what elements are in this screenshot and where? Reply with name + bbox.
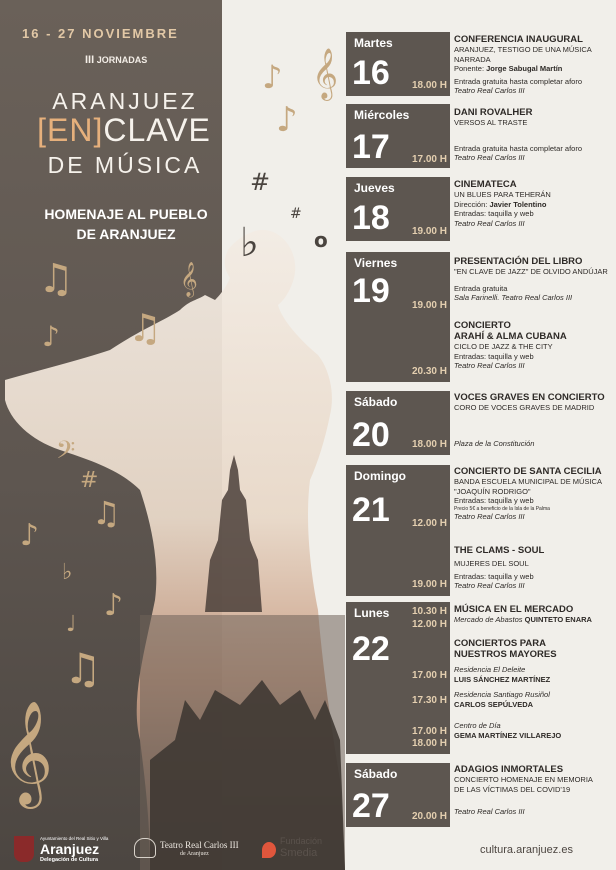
event-martes: CONFERENCIA INAUGURAL ARANJUEZ, TESTIGO DE UNA MÚSICA NARRADA Ponente: Jorge Sabugal Martín Entrada gratuita hasta completar aforo Teatro Real Carlos III: [454, 34, 592, 95]
beamed-notes-icon: ♫: [38, 256, 74, 302]
beamed-notes-icon: ♫: [64, 644, 102, 693]
day-number: 16: [352, 54, 390, 92]
event-hour: 19.00 H: [411, 579, 447, 590]
day-number: 18: [352, 199, 390, 237]
day-name: Lunes: [354, 606, 390, 620]
event-hour: 20.30 H: [411, 366, 447, 377]
event-hour: 18.00 H: [411, 439, 447, 450]
day-block-miercoles: [346, 104, 450, 168]
event-hour: 20.00 H: [411, 811, 447, 822]
sharp-icon: #: [290, 206, 302, 222]
event-domingo-clams: THE CLAMS - SOUL MUJERES DEL SOUL Entradas: taquilla y web Teatro Real Carlos III: [454, 545, 545, 590]
crown-icon: [134, 838, 156, 858]
flame-icon: [262, 842, 276, 858]
day-number: 22: [352, 630, 390, 668]
event-hour: 10.30 H: [411, 606, 447, 617]
event-lunes-mercado: MÚSICA EN EL MERCADO Mercado de Abastos QUINTETO ENARA: [454, 604, 592, 624]
event-sabado-20: VOCES GRAVES EN CONCIERTO CORO DE VOCES GRAVES DE MADRID Plaza de la Constitución: [454, 392, 605, 448]
event-viernes-libro: PRESENTACIÓN DEL LIBRO "EN CLAVE DE JAZZ" DE OLVIDO ANDÚJAR Entrada gratuita Sala Farinelli. Teatro Real Carlos III: [454, 256, 608, 302]
day-block-martes: [346, 32, 450, 96]
day-number: 20: [352, 416, 390, 454]
beamed-notes-icon: ♫: [128, 306, 163, 350]
event-hour: 17.00 H: [411, 726, 447, 737]
poster: ♪ 𝄞 ♪ # # ♭ o ♫ 𝄞 ♫ ♪ 𝄢 # ♫ ♪ ♭ ♪ ♩ ♫ 𝄞 16 - 27 NOVIEMBRE III JORNADAS ARANJUEZ [EN]CLAVE DE MÚSICA HOMENAJE AL PUEBLO DE ARANJUEZ Martes 16 18.00 H CONFERENCIA INAUGURAL ARANJUEZ, TESTIGO DE UNA MÚSICA NARRADA Ponente: Jorge Sabugal Martín Entrada gratuita hasta completar aforo Teatro Real Carlos III Miércoles 17 17.00 H DANI ROVALHER VERSOS AL TRASTE Entrada gratuita hasta completar aforo Teatro Real Carlos III Jueves 18 19.00 H CINEMATECA UN BLUES PARA TEHERÁN Dirección: Javier Tolentino Entradas: taquilla y web Teatro Real Carlos III Viernes 19 19.00 H 20.30 H PRESENTACIÓN DEL LIBRO "EN CLAVE DE JAZZ" DE OLVIDO ANDÚJAR Entrada gratuita Sala Farinelli. Teatro Real Carlos III CONCIERTO ARAHÍ & ALMA CUBANA CICLO DE JAZZ & THE CITY Entradas: taquilla y web Teatro Real Carlos III Sábado 20 18.00 H VOCES GRAVES EN CONCIERTO CORO DE VOCES GRAVES DE MADRID Plaza de la Constitución Domingo 21 12.00 H 19.00 H CONCIERTO DE SANTA CECILIA BANDA ESCUELA MUNICIPAL DE MÚSICA "JOAQUÍN RODRIGO" Entradas: taquilla y web Precio 5€ a beneficio de la Isla de la Palma Teatro Real Carlos III THE CLAMS - SOUL MUJERES DEL SOUL Entradas: taquilla y web Teatro Real Carlos III Lunes 22 10.30 H 12.00 H 17.00 H 17.30 H 17.00 H 18.00 H MÚSICA EN EL MERCADO Mercado de Abastos QUINTETO ENARA CONCIERTOS PARA NUESTROS MAYORES Residencia El Deleite LUIS SÁNCHEZ MARTÍNEZ Residencia Santiago Rusiñol CARLOS SEPÚLVEDA Centro de Día GEMA MARTÍNEZ VILLAREJO Sábado 27 20.00 H ADAGIOS INMORTALES CONCIERTO HOMENAJE EN MEMORIA DE LAS VÍCTIMAS DEL COVID'19 Teatro Real Carlos III Ayuntamiento del Real Sitio y Villa Aranjuez Delegación de Cultura Teatro Real Carlos III de Aranjuez Fundación Smedia cultura.aranjuez.es: [0, 0, 616, 870]
event-hour: 17.30 H: [411, 695, 447, 706]
event-hour: 18.00 H: [411, 80, 447, 91]
event-lunes-mayores: CONCIERTOS PARA NUESTROS MAYORES Residencia El Deleite LUIS SÁNCHEZ MARTÍNEZ Residencia Santiago Rusiñol CARLOS SEPÚLVEDA Centro de Día GEMA MARTÍNEZ VILLAREJO: [454, 638, 562, 740]
music-note-icon: ♪: [276, 100, 298, 140]
whole-note-icon: o: [314, 228, 328, 252]
flat-icon: ♭: [240, 220, 259, 266]
day-name: Sábado: [354, 395, 398, 409]
music-note-icon: ♪: [104, 588, 124, 623]
beamed-notes-icon: ♫: [92, 494, 121, 532]
day-block-sabado-27: [346, 763, 450, 827]
event-hour: 12.00 H: [411, 619, 447, 630]
day-block-lunes: [346, 602, 450, 754]
website-link[interactable]: cultura.aranjuez.es: [480, 844, 573, 856]
day-name: Miércoles: [354, 108, 410, 122]
event-viernes-concierto: CONCIERTO ARAHÍ & ALMA CUBANA CICLO DE JAZZ & THE CITY Entradas: taquilla y web Teatro Real Carlos III: [454, 320, 567, 370]
day-name: Jueves: [354, 181, 395, 195]
sharp-icon: #: [250, 168, 271, 196]
day-block-domingo: [346, 465, 450, 596]
day-number: 17: [352, 128, 390, 166]
edition-label: III JORNADAS: [85, 54, 148, 66]
title-line1: ARANJUEZ: [52, 88, 198, 114]
bass-clef-icon: 𝄢: [56, 436, 76, 471]
title-line3: DE MÚSICA: [47, 152, 203, 178]
treble-clef-icon: 𝄞: [180, 262, 198, 297]
event-hour: 18.00 H: [411, 738, 447, 749]
day-name: Domingo: [354, 469, 406, 483]
music-note-icon: ♪: [262, 58, 283, 96]
event-hour: 17.00 H: [411, 154, 447, 165]
flat-icon: ♭: [62, 560, 73, 585]
day-name: Martes: [354, 36, 393, 50]
day-block-sabado-20: [346, 391, 450, 455]
event-hour: 12.00 H: [411, 518, 447, 529]
day-number: 21: [352, 491, 390, 529]
day-number: 19: [352, 272, 390, 310]
sharp-icon: #: [80, 468, 99, 493]
music-note-icon: ♩: [66, 612, 77, 637]
day-name: Viernes: [354, 256, 398, 270]
treble-clef-icon: 𝄞: [0, 700, 54, 805]
music-note-icon: ♪: [42, 320, 60, 353]
day-number: 27: [352, 787, 390, 825]
day-block-viernes: [346, 252, 450, 382]
event-miercoles: DANI ROVALHER VERSOS AL TRASTE Entrada gratuita hasta completar aforo Teatro Real Carlos III: [454, 107, 582, 162]
day-block-jueves: [346, 177, 450, 241]
event-hour: 17.00 H: [411, 670, 447, 681]
music-note-icon: ♪: [20, 518, 40, 553]
day-name: Sábado: [354, 767, 398, 781]
event-jueves: CINEMATECA UN BLUES PARA TEHERÁN Dirección: Javier Tolentino Entradas: taquilla y web Teatro Real Carlos III: [454, 179, 551, 228]
title-en: [EN]: [37, 112, 104, 148]
treble-clef-icon: 𝄞: [312, 48, 339, 99]
title-clave: CLAVE: [103, 112, 211, 148]
festival-dates: 16 - 27 NOVIEMBRE: [22, 26, 179, 41]
title-line2: [14, 112, 234, 149]
event-hour: 19.00 H: [411, 300, 447, 311]
homenaje: HOMENAJE AL PUEBLO DE ARANJUEZ: [44, 206, 208, 242]
event-domingo-santa-cecilia: CONCIERTO DE SANTA CECILIA BANDA ESCUELA MUNICIPAL DE MÚSICA "JOAQUÍN RODRIGO" Entradas: taquilla y web Precio 5€ a beneficio de la Isla de la Palma Teatro Real Carlos III: [454, 466, 602, 521]
aranjuez-shield-icon: [14, 836, 34, 862]
event-sabado-27: ADAGIOS INMORTALES CONCIERTO HOMENAJE EN MEMORIA DE LAS VÍCTIMAS DEL COVID'19 Teatro Real Carlos III: [454, 764, 593, 816]
event-hour: 19.00 H: [411, 226, 447, 237]
